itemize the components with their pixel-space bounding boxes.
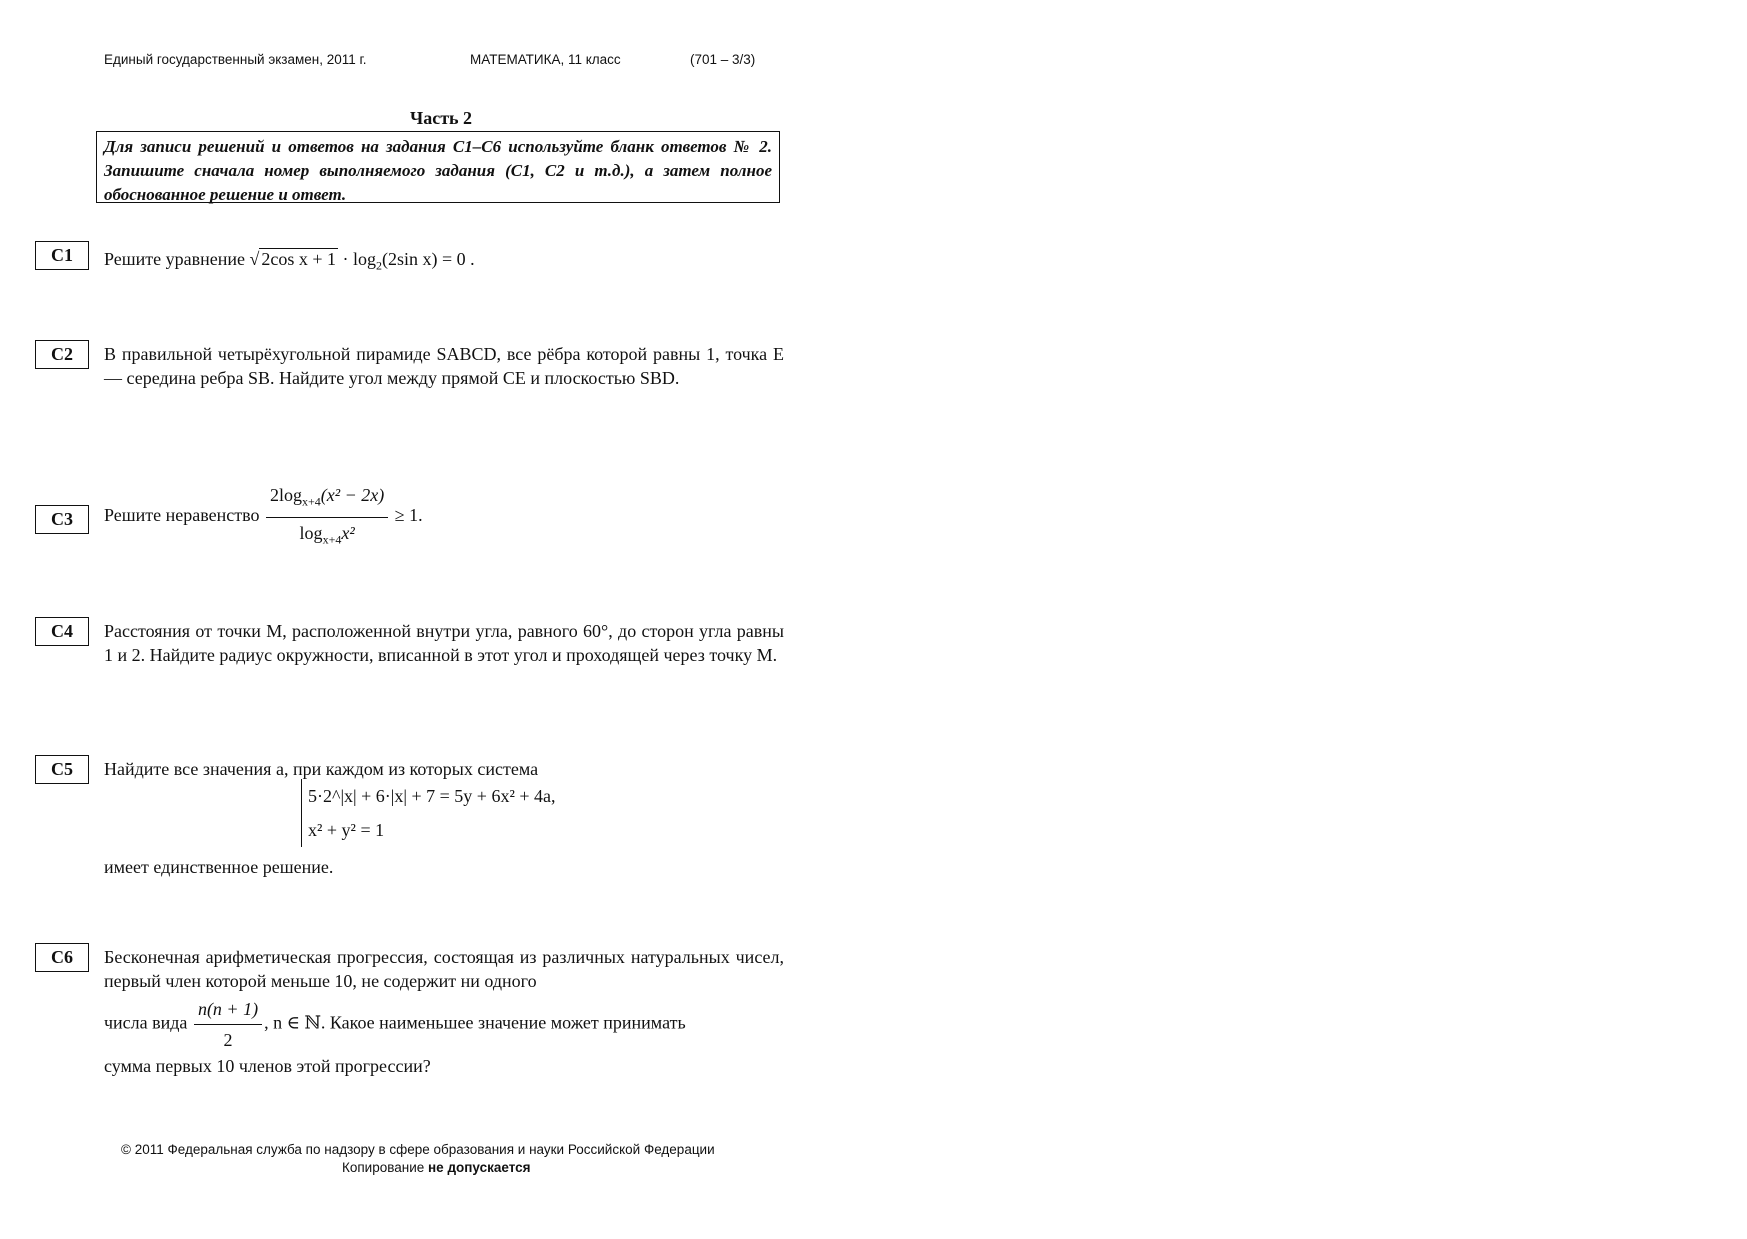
c3-lead: Решите неравенство bbox=[104, 505, 260, 526]
instruction-box: Для записи решений и ответов на задания С1–С6 используйте бланк ответов № 2. Запишите сначала номер выполняемого задания (С1, С2 и т.д.), а затем полное обоснованное решение и ответ. bbox=[96, 131, 780, 203]
c6-fraction: $\frac{n(n + 1)}{2}$ bbox=[194, 997, 262, 1052]
problem-label-c6: С6 bbox=[35, 943, 89, 972]
part-title: Часть 2 bbox=[410, 108, 473, 128]
c1-log-base: 2 bbox=[376, 258, 383, 273]
problem-c4-text: Расстояния от точки M, расположенной внутри угла, равного 60°, до сторон угла равны 1 и 2. Найдите радиус окружности, вписанной в этот угол и проходящей через точку M. bbox=[104, 621, 784, 665]
problem-label-c4: С4 bbox=[35, 617, 89, 646]
c6-line-3: сумма первых 10 членов этой прогрессии? bbox=[104, 1056, 431, 1076]
c5-system bbox=[301, 779, 556, 847]
problem-label-c5: С5 bbox=[35, 755, 89, 784]
c5-equation-2: x² + y² = 1 bbox=[308, 820, 385, 840]
problem-c6-text bbox=[104, 945, 784, 1078]
c1-sqrt-sign: √ bbox=[249, 249, 260, 269]
c1-radicand: 2cos x + 1 bbox=[261, 249, 337, 269]
problem-label-c3: С3 bbox=[35, 505, 89, 534]
c1-lead: Решите уравнение bbox=[104, 249, 245, 269]
footer-copy-notice: Копирование не допускается bbox=[342, 1160, 531, 1175]
header-page-code: (701 – 3/3) bbox=[690, 52, 756, 67]
problem-c3-text bbox=[104, 483, 784, 551]
c1-log: · log bbox=[338, 249, 377, 269]
c6-line-1: Бесконечная арифметическая прогрессия, состоящая из различных натуральных чисел, первый член которой меньше 10, не содержит ни одного bbox=[104, 947, 784, 991]
footer-copyright: © 2011 Федеральная служба по надзору в сфере образования и науки Российской Федерации bbox=[121, 1142, 715, 1157]
c3-tail: ≥ 1. bbox=[390, 505, 423, 526]
problem-c1-text bbox=[104, 247, 784, 278]
header-exam-title: Единый государственный экзамен, 2011 г. bbox=[104, 52, 367, 67]
c3-numerator: $2\log_{x+4}(x^2 - 2x)$ bbox=[266, 483, 388, 518]
header-subject: МАТЕМАТИКА, 11 класс bbox=[470, 52, 621, 67]
c3-fraction bbox=[266, 483, 388, 551]
c6-line-2: числа вида $\frac{n(n + 1)}{2}$ , n ∈ ℕ. Какое наименьшее значение может принимать bbox=[104, 999, 686, 1050]
c3-denominator: $\log_{x+4}x^2$ bbox=[299, 522, 355, 547]
problem-c5-tail: имеет единственное решение. bbox=[104, 857, 334, 877]
c5-equation-1: 5·2^|x| + 6·|x| + 7 = 5y + 6x² + 4a, bbox=[308, 786, 556, 806]
problem-label-c1: С1 bbox=[35, 241, 89, 270]
problem-label-c2: С2 bbox=[35, 340, 89, 369]
c1-arg: (2sin x) = 0 . bbox=[382, 249, 475, 269]
problem-c2-text: В правильной четырёхугольной пирамиде SABCD, все рёбра которой равны 1, точка E — середина ребра SB. Найдите угол между прямой CE и плоскостью SBD. bbox=[104, 344, 784, 388]
problem-c5-lead: Найдите все значения a, при каждом из которых система bbox=[104, 759, 539, 779]
